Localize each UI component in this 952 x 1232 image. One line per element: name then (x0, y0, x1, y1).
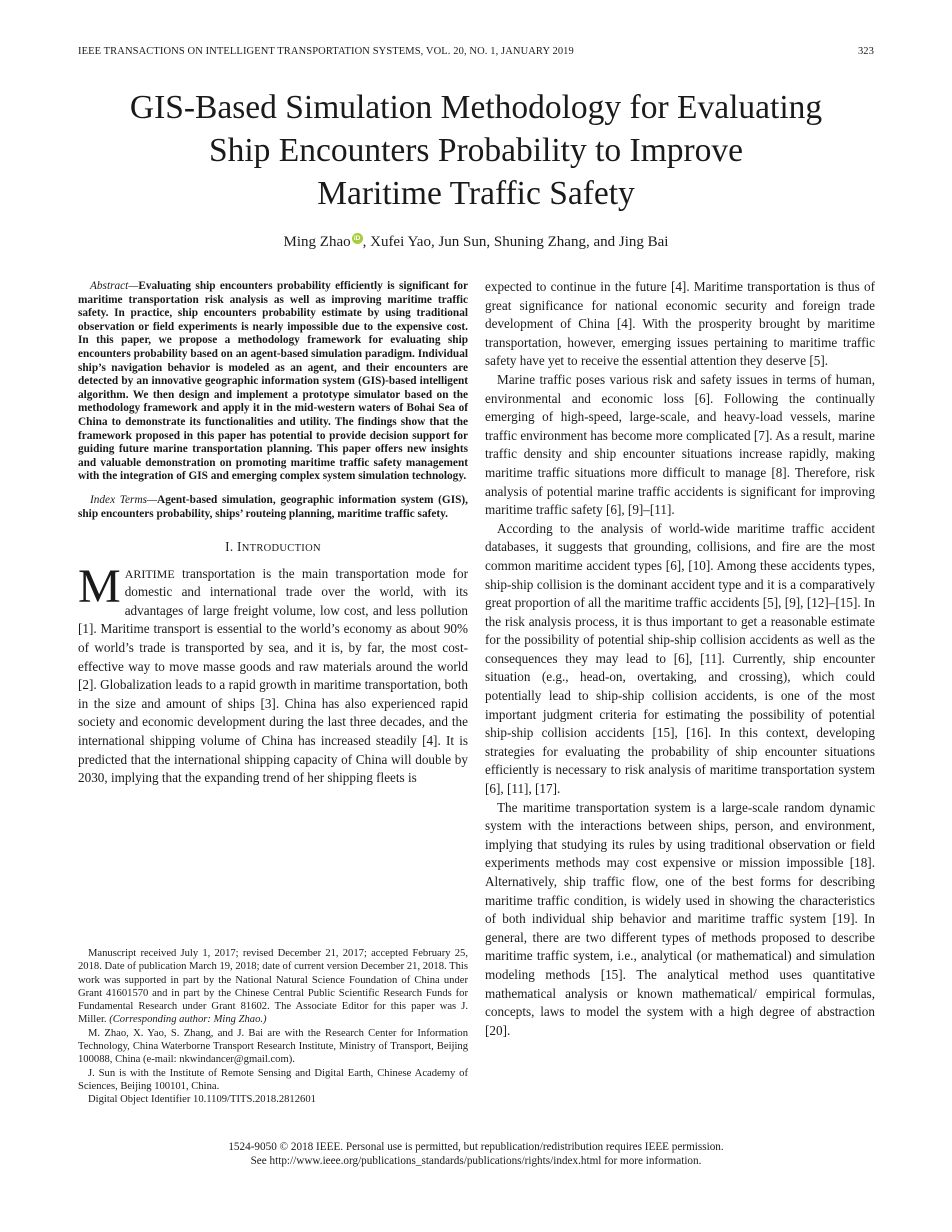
author-rest: , Xufei Yao, Jun Sun, Shuning Zhang, and Jing Bai (362, 234, 669, 250)
corresponding-author: (Corresponding author: Ming Zhao.) (109, 1014, 267, 1026)
body-paragraph: According to the analysis of world-wide maritime traffic accident databases, it suggests that grounding, collisions, and fire are the most common maritime accident types [6], [10]. Among these accidents types, ship-ship collision is the dominant accident type and it is a comparatively great proportion of all the maritime traffic accidents [5], [9], [12]–[15]. In the risk analysis process, it is thus important to get a reasonable estimate for the possibility of potential ship-ship collision accidents as well as the consequences they may lead to [6], [11]. Currently, ship encounter situation (e.g., head-on, overtaking, and crossing), which could potentially lead to ship-ship collision accidents, is one of the most important judgment criteria for estimating the possibility of potential ship-ship collision accidents [15], [16]. In this context, developing strategies for evaluating the probability of ship encounter situations efficiently is necessary to risk analysis of maritime transportation system [6], [11], [17]. (485, 520, 875, 797)
section-rest: NTRODUCTION (241, 543, 321, 555)
footnotes (78, 947, 468, 1107)
index-terms-text: Agent-based simulation, geographic information system (GIS), ship encounters probability, ships’ routeing planning, maritime traffic safety. (78, 493, 468, 520)
intro-text: transportation is the main transportation mode for domestic and international trade over the world, with its advantages of large freight volume, low cost, and less pollution [1]. Maritime transport is essential to the world’s economy as about 90% of world’s trade is transported by sea, and it is, by far, the most cost-effective way to move masse goods and raw materials around the world [2]. Globalization leads to a rapid growth in maritime transportation, both in the size and amount of ships [3]. China has also experienced rapid society and economic development during the last three decades, and the international shipping volume of China has increased steadily [4]. It is predicted that the international shipping capacity of China will double by 2030, implying that the expanding trend of her shipping fleets is (78, 565, 468, 786)
abstract-label: Abstract (90, 280, 129, 292)
intro-first-word: ARITIME (124, 566, 175, 581)
author-list (60, 233, 892, 251)
copyright-link-line[interactable]: See http://www.ieee.org/publications_standards/publications/rights/index.html for more information. (250, 1155, 702, 1167)
title-line: GIS-Based Simulation Methodology for Evaluating (129, 89, 823, 126)
footnote-received: Manuscript received July 1, 2017; revised December 21, 2017; accepted February 25, 2018. Date of publication March 19, 2018; date of current version December 21, 2018. This work was supported in part by the National Natural Science Foundation of China under Grant 41601570 and in part by the Chinese Central Public Scientific Research Funds for Fundamental Research under Grant 81602. The Associate Editor for this paper was J. Miller. (Corresponding author: Ming Zhao.) (78, 948, 468, 1026)
abstract: Abstract—Evaluating ship encounters probability efficiently is significant for maritime transportation risk analysis as well as improving maritime traffic safety. In practice, ship encounters probability estimate by using traditional observation or field experiments is nearly impossible due to the expensive cost. In this paper, we propose a methodology framework for evaluating ship encounters probability based on an agent-based simulation paradigm. Individual ship’s navigation behavior is modeled as an agent, and their encounters are detected by an innovative geographic information system (GIS)-based intelligent algorithm. We then design and implement a prototype simulator based on the methodology framework and apply it in the mid-western waters of Bohai Sea of China to demonstrate its functionalities and utility. The findings show that the framework proposed in this paper has potential to provide decision support for guiding future marine transportation planning. This paper offers new insights and valuable demonstration on promoting maritime traffic safety management with the integration of GIS and emerging complex system simulation technology. (78, 280, 468, 483)
intro-paragraph (78, 559, 468, 788)
orcid-icon[interactable]: iD (352, 233, 363, 244)
title-line: Ship Encounters Probability to Improve (208, 132, 744, 169)
body-paragraph: Marine traffic poses various risk and safety issues in terms of human, environmental and economic loss [6]. Following the continually emerging of high-speed, large-scale, and heavy-load vessels, marine traffic environment has become more complicated [7]. As a result, marine traffic density and ship encounter situations increase rapidly, making maritime traffic situations more difficult to manage [8]. Therefore, risk analysis of potential marine traffic accidents is significant for improving maritime traffic safety [6], [9]–[11]. (485, 371, 875, 518)
index-terms-label: Index Terms (90, 493, 147, 506)
section-numeral: I. (225, 539, 238, 555)
left-column (78, 278, 468, 788)
section-heading (78, 538, 468, 559)
section-initial: I (237, 539, 242, 555)
footnote-doi: Digital Object Identifier 10.1109/TITS.2018.2812601 (88, 1094, 316, 1106)
footnote-affiliation-2: J. Sun is with the Institute of Remote Sensing and Digital Earth, Chinese Academy of Sciences, Beijing 100101, China. (78, 1067, 468, 1092)
author-first: Ming Zhao (283, 234, 351, 250)
body-paragraph: expected to continue in the future [4]. Maritime transportation is thus of great significance for national economic security and foreign trade development of China [4]. With the prosperity brought by maritime transportation, however, emerging issues pertaining to maritime traffic safety have yet to receive the essential attention they deserve [5]. (485, 279, 875, 369)
abstract-text: Evaluating ship encounters probability efficiently is significant for maritime transportation risk analysis as well as improving maritime traffic safety. In practice, ship encounters probability estimate by using traditional observation or field experiments is nearly impossible due to the expensive cost. In this paper, we propose a methodology framework for evaluating ship encounters probability based on an agent-based simulation paradigm. Individual ship’s navigation behavior is modeled as an agent, and their encounters are detected by an innovative geographic information system (GIS)-based intelligent algorithm. We then design and implement a prototype simulator based on the methodology framework and apply it in the mid-western waters of Bohai Sea of China to demonstrate its functionalities and utility. The findings show that the framework proposed in this paper has potential to provide decision support for guiding future marine transportation planning. This paper offers new insights and valuable demonstration on promoting maritime traffic safety management with the integration of GIS and emerging complex system simulation technology. (78, 280, 468, 483)
right-column (485, 278, 875, 1040)
index-terms: Index Terms—Agent-based simulation, geographic information system (GIS), ship encounters probability, ships’ routeing planning, maritime traffic safety. (78, 493, 468, 520)
title-line: Maritime Traffic Safety (317, 175, 635, 212)
footnote-affiliation: M. Zhao, X. Yao, S. Zhang, and J. Bai are with the Research Center for Information Technology, China Waterborne Transport Research Institute, Ministry of Transport, Beijing 100088, China (e-mail: nkwindancer@gmail.com). (78, 1027, 468, 1066)
paper-title (60, 86, 892, 215)
copyright-notice (78, 1140, 874, 1168)
body-paragraph: The maritime transportation system is a large-scale random dynamic system with the interactions between ships, person, and environment, implying that studying its rules by using traditional observation or field experiments methods may cost expensive or mission impossible [18]. Alternatively, ship traffic flow, one of the best forms for describing maritime traffic condition, is widely used in showing the characteristics of both individual ship behavior and maritime traffic system [19]. In general, there are two different types of methods proposed to describe maritime traffic system, i.e., analytical (or mathematical) and simulation modeling methods [15]. The analytical method uses quantitative mathematical analysis or known mathematical/ empirical formulas, concepts, laws to model the system with a high degree of abstraction [20]. (485, 799, 875, 1038)
page-number: 323 (857, 46, 874, 57)
dropcap: M (78, 559, 121, 613)
journal-name: IEEE TRANSACTIONS ON INTELLIGENT TRANSPORTATION SYSTEMS, VOL. 20, NO. 1, JANUARY 2019 (78, 46, 574, 57)
copyright-line: 1524-9050 © 2018 IEEE. Personal use is permitted, but republication/redistribution requires IEEE permission. (228, 1141, 724, 1153)
